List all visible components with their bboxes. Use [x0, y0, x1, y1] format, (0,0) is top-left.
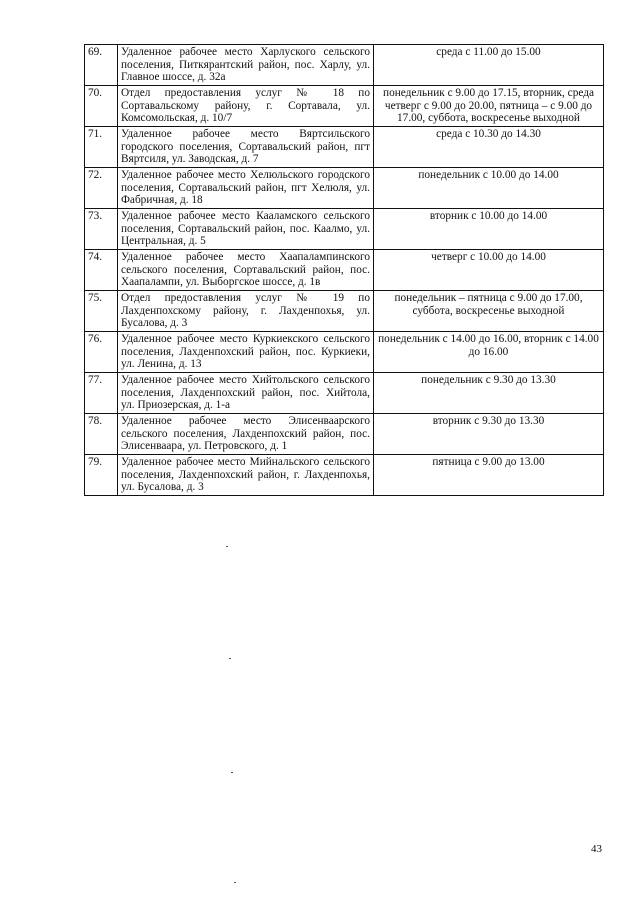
table-row	[85, 127, 604, 168]
row-address: Удаленное рабочее место Хийтольского сельского поселения, Лахденпохский район, пос. Хийтола, ул. Приозерская, д. 1-а	[118, 373, 374, 414]
table-row	[85, 373, 604, 414]
row-address: Удаленное рабочее место Куркиекского сельского поселения, Лахденпохский район, пос. Куркиеки, ул. Ленина, д. 13	[118, 332, 374, 373]
scan-speck	[234, 882, 236, 883]
row-address: Отдел предоставления услуг № 19 по Лахденпохскому району, г. Лахденпохья, ул. Бусалова, д. 3	[118, 291, 374, 332]
row-address: Удаленное рабочее место Вяртсильского городского поселения, Сортавальский район, пгт Вяртсиля, ул. Заводская, д. 7	[118, 127, 374, 168]
row-number: 69.	[85, 45, 118, 86]
row-hours: четверг с 10.00 до 14.00	[374, 250, 604, 291]
row-hours: вторник с 9.30 до 13.30	[374, 414, 604, 455]
row-hours: вторник с 10.00 до 14.00	[374, 209, 604, 250]
row-number: 78.	[85, 414, 118, 455]
page-number: 43	[591, 843, 602, 855]
row-number: 70.	[85, 86, 118, 127]
row-hours: понедельник с 9.00 до 17.15, вторник, среда четверг с 9.00 до 20.00, пятница – с 9.00 до 17.00, суббота, воскресенье выходной	[374, 86, 604, 127]
row-number: 71.	[85, 127, 118, 168]
row-number: 77.	[85, 373, 118, 414]
row-number: 74.	[85, 250, 118, 291]
row-number: 75.	[85, 291, 118, 332]
table-row	[85, 414, 604, 455]
row-hours: понедельник с 10.00 до 14.00	[374, 168, 604, 209]
row-address: Удаленное рабочее место Хелюльского городского поселения, Сортавальский район, пгт Хелюля, ул. Фабричная, д. 18	[118, 168, 374, 209]
row-hours: среда с 11.00 до 15.00	[374, 45, 604, 86]
table-row	[85, 455, 604, 496]
row-hours: понедельник с 14.00 до 16.00, вторник с 14.00 до 16.00	[374, 332, 604, 373]
row-hours: понедельник – пятница с 9.00 до 17.00, суббота, воскресенье выходной	[374, 291, 604, 332]
row-number: 79.	[85, 455, 118, 496]
row-number: 76.	[85, 332, 118, 373]
table-row	[85, 332, 604, 373]
row-address: Удаленное рабочее место Элисенваарского сельского поселения, Лахденпохский район, пос. Элисенваара, ул. Петровского, д. 1	[118, 414, 374, 455]
table-row	[85, 291, 604, 332]
table-row	[85, 209, 604, 250]
table-row	[85, 45, 604, 86]
row-address: Удаленное рабочее место Харлуского сельского поселения, Питкярантский район, пос. Харлу, ул. Главное шоссе, д. 32а	[118, 45, 374, 86]
row-address: Удаленное рабочее место Хаапалампинского сельского поселения, Сортавальский район, пос. Хаапалампи, ул. Выборгское шоссе, д. 1в	[118, 250, 374, 291]
row-number: 73.	[85, 209, 118, 250]
service-points-table	[84, 44, 604, 496]
table-row	[85, 86, 604, 127]
row-number: 72.	[85, 168, 118, 209]
row-hours: среда с 10.30 до 14.30	[374, 127, 604, 168]
table-row	[85, 168, 604, 209]
table-row	[85, 250, 604, 291]
row-address: Удаленное рабочее место Мийнальского сельского поселения, Лахденпохский район, г. Лахденпохья, ул. Бусалова, д. 3	[118, 455, 374, 496]
scan-speck	[226, 546, 228, 547]
row-address: Удаленное рабочее место Кааламского сельского поселения, Сортавальский район, пос. Каалмо, ул. Центральная, д. 5	[118, 209, 374, 250]
row-hours: понедельник с 9.30 до 13.30	[374, 373, 604, 414]
scan-speck	[231, 772, 233, 773]
table-body	[85, 45, 604, 496]
row-address: Отдел предоставления услуг № 18 по Сортавальскому району, г. Сортавала, ул. Комсомольская, д. 10/7	[118, 86, 374, 127]
row-hours: пятница с 9.00 до 13.00	[374, 455, 604, 496]
scan-speck	[229, 658, 231, 659]
